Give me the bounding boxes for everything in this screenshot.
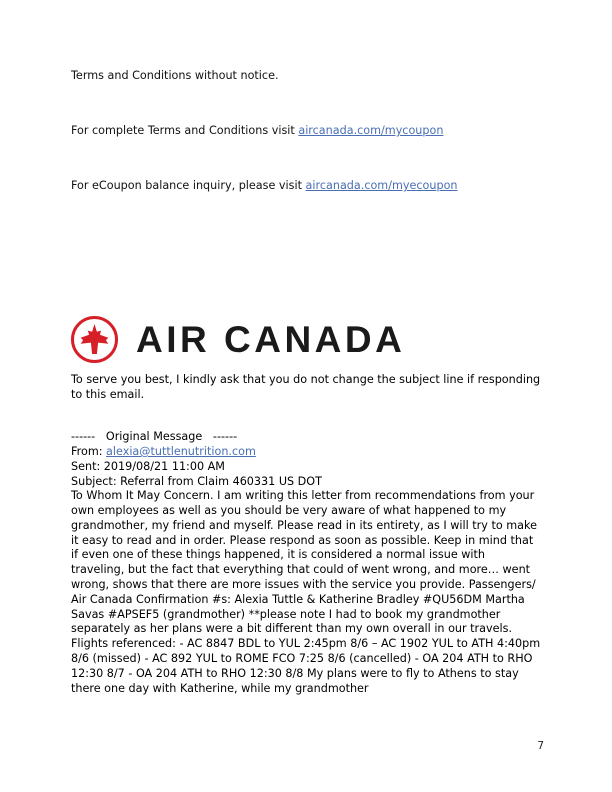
sender-email-link[interactable]: alexia@tuttlenutrition.com: [106, 445, 256, 458]
brand-name: AIR CANADA: [136, 318, 406, 360]
terms-line-2: [71, 123, 541, 138]
serve-note: To serve you best, I kindly ask that you do not change the subject line if responding to this email.: [71, 373, 541, 402]
terms-line-3-text: For eCoupon balance inquiry, please visit: [71, 179, 306, 193]
terms-conditions-link[interactable]: aircanada.com/mycoupon: [298, 124, 444, 138]
ecoupon-balance-link[interactable]: aircanada.com/myecoupon: [305, 179, 458, 193]
top-terms-section: [71, 68, 541, 193]
original-message-block: [71, 430, 541, 696]
terms-line-1: Terms and Conditions without notice.: [71, 69, 279, 82]
air-canada-logo: [71, 310, 405, 368]
from-label: From:: [71, 445, 107, 458]
terms-line-3: [71, 178, 541, 193]
original-message-divider: ------ Original Message ------: [71, 430, 238, 444]
original-message-subject: Subject: Referral from Claim 460331 US DOT: [71, 474, 322, 488]
spacer: [71, 138, 541, 178]
email-body-section: [71, 372, 541, 696]
spacer: [71, 83, 541, 123]
original-message-from: [71, 445, 541, 460]
maple-leaf-roundel-icon: [71, 316, 118, 363]
page-number: 7: [537, 740, 544, 752]
original-message-body: To Whom It May Concern. I am writing this letter from recommendations from your own employees as well as you should be very aware of what happened to my grandmother, my friend and myself. Please read in its entirety, as I will try to make it easy to read and in order. Please respond as soon as possible. Keep in mind that if even one of these things happened, it is considered a normal issue with traveling, but the fact that everything that could of went wrong, and more… went wrong, shows that there are more issues with the service you provide. Passengers/ Air Canada Confirmation #s: Alexia Tuttle & Katherine Bradley #QU56DM Martha Savas #APSEF5 (grandmother) **please note I had to book my grandmother separately as her plans were a bit different than my own overall in our travels. Flights referenced: - AC 8847 BDL to YUL 2:45pm 8/6 – AC 1902 YUL to ATH 4:40pm 8/6 (missed) - AC 892 YUL to ROME FCO 7:25 8/6 (cancelled) - OA 204 ATH to RHO 12:30 8/7 - OA 204 ATH to RHO 12:30 8/8 My plans were to fly to Athens to stay there one day with Katherine, while my grandmother: [71, 489, 541, 695]
terms-line-2-text: For complete Terms and Conditions visit: [71, 124, 299, 138]
original-message-sent: Sent: 2019/08/21 11:00 AM: [71, 459, 225, 473]
